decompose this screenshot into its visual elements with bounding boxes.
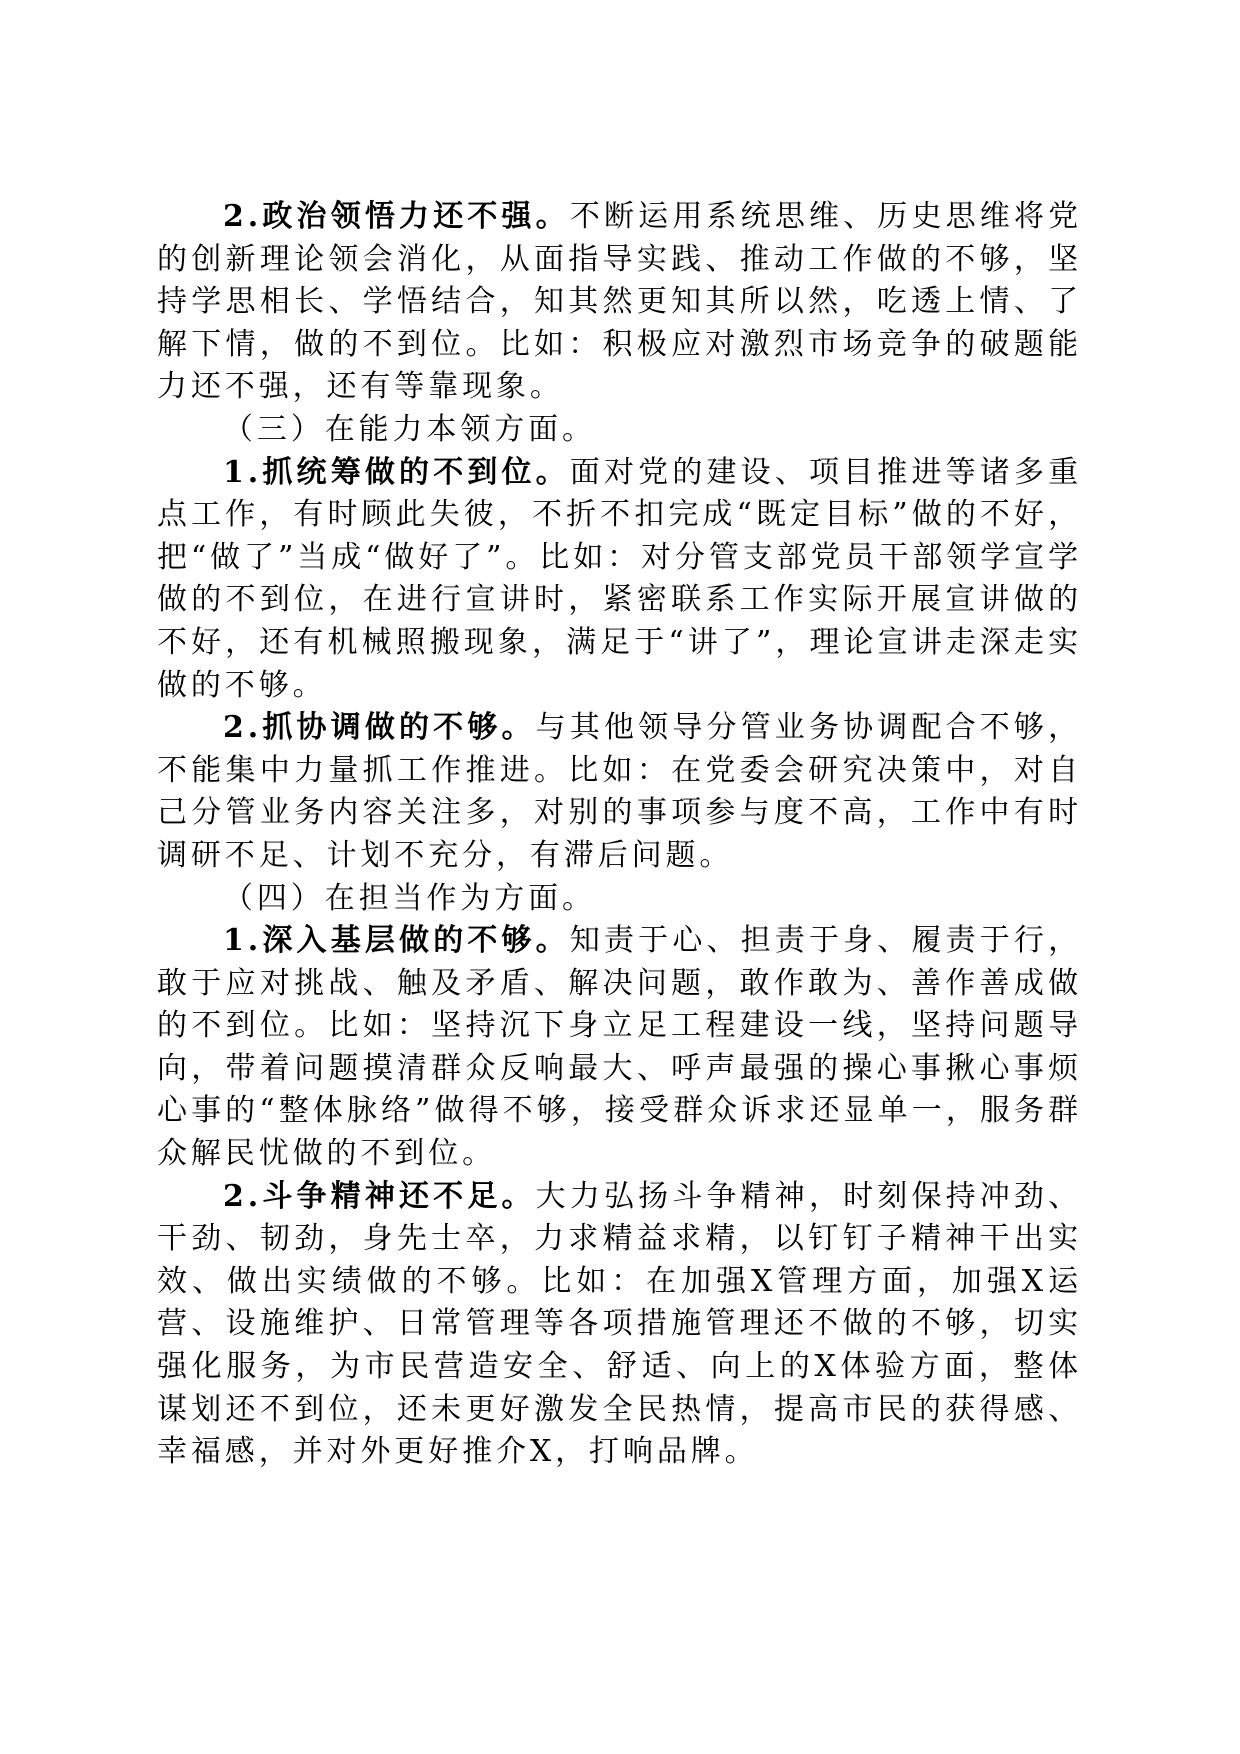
item-body: 与其他领导分管业务协调配合不够，不能集中力量抓工作推进。比如：在党委会研究决策中，对自己分管业务内容关注多，对别的事项参与度不高，工作中有时调研不足、计划不充分，有滞后问题。 (157, 710, 1082, 873)
section-heading-ability: （三）在能力本领方面。 (223, 411, 596, 447)
item-body: 不断运用系统思维、历史思维将党的创新理论领会消化，从面指导实践、推动工作做的不够，坚持学思相长、学悟结合，知其然更知其所以然，吃透上情、了解下情，做的不到位。比如：积极应对激烈市场竞争的破题能力还不强，还有等靠现象。 (157, 199, 1083, 405)
item-lead: 2.政治领悟力还不强。 (223, 199, 570, 234)
item-lead: 1.抓统筹做的不到位。 (223, 454, 570, 490)
item-body: 大力弘扬斗争精神，时刻保持冲劲、干劲、韧劲，身先士卒，力求精益求精，以钉钉子精神干出实效、做出实绩做的不够。比如：在加强X管理方面，加强X运营、设施维护、日常管理等各项措施管理还不做的不够，切实强化服务，为市民营造安全、舒适、向上的X体验方面，整体谋划还不到位，还未更好激发全民热情，提高市民的获得感、幸福感，并对外更好推介X，打响品牌。 (157, 1178, 1082, 1470)
paragraph-political-insight (157, 196, 1082, 409)
document-page (157, 196, 1082, 1474)
paragraph-grassroots (157, 920, 1082, 1176)
item-lead: 2.斗争精神还不足。 (223, 1178, 536, 1214)
paragraph-coordination (157, 707, 1082, 877)
section-heading-responsibility: （四）在担当作为方面。 (223, 880, 596, 916)
paragraph-fighting-spirit (157, 1176, 1082, 1474)
paragraph-overall-planning (157, 452, 1082, 708)
item-lead: 1.深入基层做的不够。 (223, 923, 570, 959)
item-body: 面对党的建设、项目推进等诸多重点工作，有时顾此失彼，不折不扣完成“既定目标”做的不好，把“做了”当成“做好了”。比如：对分管支部党员干部领学宣学做的不到位，在进行宣讲时，紧密联系工作实际开展宣讲做的不好，还有机械照搬现象，满足于“讲了”，理论宣讲走深走实做的不够。 (157, 454, 1083, 703)
item-lead: 2.抓协调做的不够。 (223, 710, 536, 746)
item-body: 知责于心、担责于身、履责于行，敢于应对挑战、触及矛盾、解决问题，敢作敢为、善作善成做的不到位。比如：坚持沉下身立足工程建设一线，坚持问题导向，带着问题摸清群众反响最大、呼声最强的操心事揪心事烦心事的“整体脉络”做得不够，接受群众诉求还显单一，服务群众解民忧做的不到位。 (157, 923, 1083, 1172)
